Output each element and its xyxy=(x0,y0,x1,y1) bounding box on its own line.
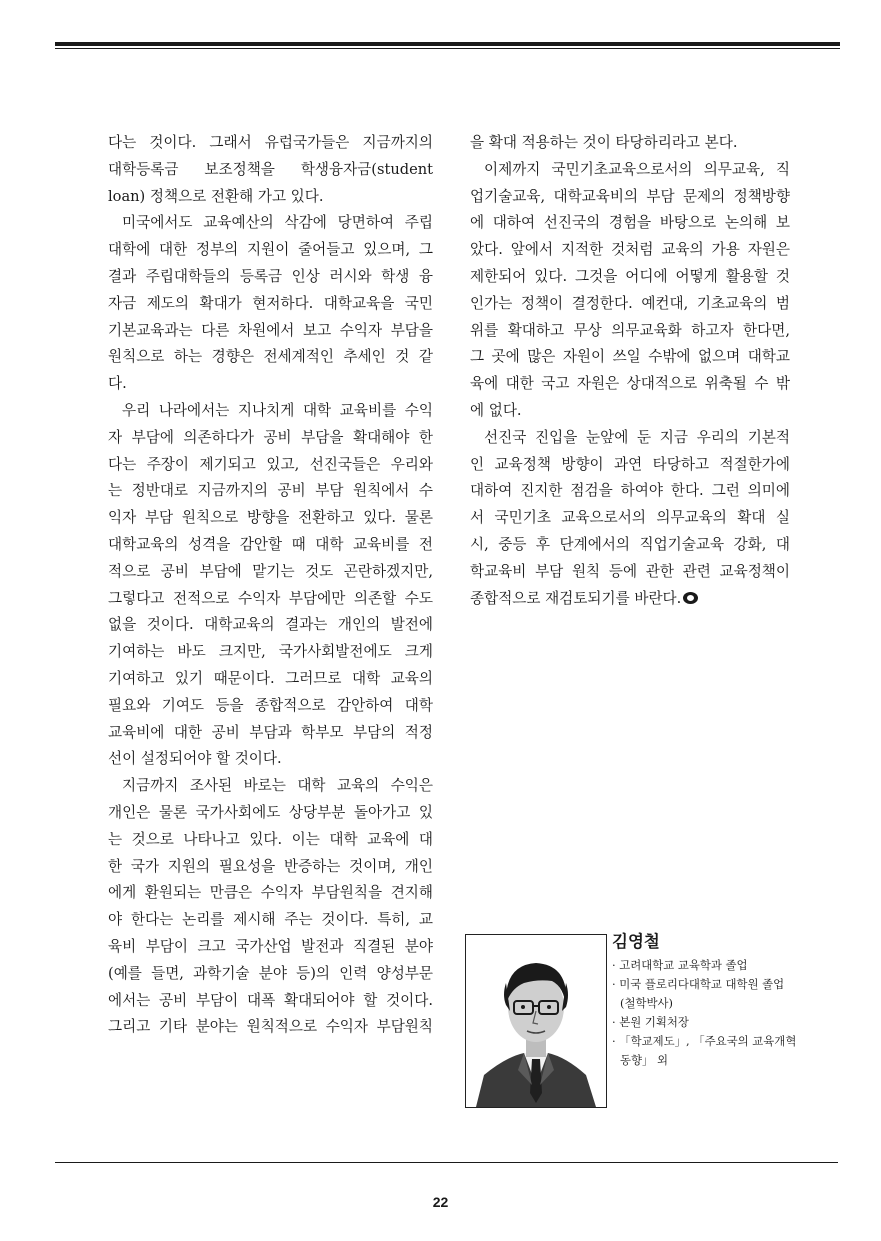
text-line: 교육비에 대한 공비 부담과 학부모 부담의 적정 xyxy=(108,723,433,741)
text-line: 개인은 물론 국가사회에도 상당부분 돌아가고 있 xyxy=(108,803,433,821)
text-line: 익자 부담 원칙으로 방향을 전환하고 있다. 물론 xyxy=(108,509,433,527)
text-line: 기여하는 바도 크지만, 국가사회발전에도 크게 xyxy=(108,643,433,661)
text-line: 우리 나라에서는 지나치게 대학 교육비를 수익 xyxy=(122,401,433,419)
text-line: 선진국 진입을 눈앞에 둔 지금 우리의 기본적 xyxy=(484,428,790,446)
author-bio-item: 동향」 외 xyxy=(620,1053,669,1067)
left-column xyxy=(108,130,433,1041)
text-line: 을 확대 적용하는 것이 타당하리라고 본다. xyxy=(470,134,738,151)
author-bio-list xyxy=(612,956,842,1070)
text-line: 다는 것이다. 그래서 유럽국가들은 지금까지의 xyxy=(108,134,433,151)
text-line: 없을 것이다. 대학교육의 결과는 개인의 발전에 xyxy=(108,616,433,634)
text-line: 에 대하여 선진국의 경험을 바탕으로 논의해 보 xyxy=(470,214,790,232)
text-line: 대하여 진지한 점검을 하여야 한다. 그런 의미에 xyxy=(470,482,790,500)
text-line: 대학에 대한 정부의 지원이 줄어들고 있으며, 그 xyxy=(108,241,433,259)
text-line: 원칙으로 하는 경향은 전세계적인 추세인 것 같 xyxy=(108,348,433,366)
text-line: 결과 주립대학들의 등록금 인상 러시와 학생 융 xyxy=(108,267,433,285)
text-line: 미국에서도 교육예산의 삭감에 당면하여 주립 xyxy=(122,214,433,232)
text-line: 적으로 공비 부담에 맡기는 것도 곤란하겠지만, xyxy=(108,562,433,580)
text-line: (예를 들면, 과학기술 분야 등)의 인력 양성부문 xyxy=(108,964,433,982)
author-bio-item: (철학박사) xyxy=(620,996,673,1010)
text-line: 인가는 정책이 결정한다. 예컨대, 기초교육의 범 xyxy=(470,294,790,312)
text-line: 이제까지 국민기초교육으로서의 의무교육, 직 xyxy=(484,160,790,178)
author-photo xyxy=(465,934,607,1108)
text-line: 인 교육정책 방향이 과연 타당하고 적절한가에 xyxy=(470,455,790,473)
text-line: 기여하고 있기 때문이다. 그러므로 대학 교육의 xyxy=(108,669,433,687)
text-line: 다. xyxy=(108,375,127,393)
text-line: 에서는 공비 부담이 대폭 확대되어야 할 것이다. xyxy=(108,991,433,1009)
right-column xyxy=(470,130,790,612)
text-line: 위를 확대하고 무상 의무교육화 하고자 한다면, xyxy=(470,321,790,339)
text-line: 대학교육의 성격을 감안할 때 대학 교육비를 전 xyxy=(108,535,433,553)
author-name: 김영철 xyxy=(612,932,660,951)
text-line: 야 한다는 논리를 제시해 주는 것이다. 특히, 교 xyxy=(108,911,433,929)
text-line: 육비 부담이 크고 국가산업 발전과 직결된 분야 xyxy=(108,937,433,955)
text-line: 그렇다고 전적으로 수익자 부담에만 의존할 수도 xyxy=(108,589,433,607)
end-mark-icon xyxy=(683,592,698,604)
text-line: 자금 제도의 확대가 현저하다. 대학교육을 국민 xyxy=(108,294,433,312)
text-line: 그 곳에 많은 자원이 쓰일 수밖에 없으며 대학교 xyxy=(470,348,790,366)
text-line: 기본교육과는 다른 차원에서 보고 수익자 부담을 xyxy=(108,321,433,339)
header-rule xyxy=(55,42,840,46)
text-line: 대학등록금 보조정책을 학생융자금(student xyxy=(108,160,433,178)
author-bio-item: · 고려대학교 교육학과 졸업 xyxy=(612,958,748,972)
text-line: 그리고 기타 분야는 원칙적으로 수익자 부담원칙 xyxy=(108,1018,433,1036)
text-line: 업기술교육, 대학교육비의 부담 문제의 정책방향 xyxy=(470,187,790,205)
author-bio-item: · 미국 플로리다대학교 대학원 졸업 xyxy=(612,977,785,991)
text-line: 서 국민기초 교육으로서의 의무교육의 확대 실 xyxy=(470,509,790,527)
text-line: 다는 주장이 제기되고 있고, 선진국들은 우리와 xyxy=(108,455,433,473)
text-line: 육에 대한 국고 자원은 상대적으로 위축될 수 밖 xyxy=(470,375,790,393)
text-line: 에게 환원되는 만큼은 수익자 부담원칙을 견지해 xyxy=(108,884,433,902)
text-line: loan) 정책으로 전환해 가고 있다. xyxy=(108,187,324,205)
author-bio-item: · 본원 기획처장 xyxy=(612,1015,689,1029)
text-line: 종합적으로 재검토되기를 바란다. xyxy=(470,586,790,613)
footer-rule xyxy=(55,1162,838,1163)
header-rule-thin xyxy=(55,48,840,49)
text-line: 선이 설정되어야 할 것이다. xyxy=(108,750,282,768)
text-line: 는 것으로 나타나고 있다. 이는 대학 교육에 대 xyxy=(108,830,433,848)
author-bio xyxy=(612,930,842,1070)
text-line: 시, 중등 후 단계에서의 직업기술교육 강화, 대 xyxy=(470,535,790,553)
text-line: 는 정반대로 지금까지의 공비 부담 원칙에서 수 xyxy=(108,482,433,500)
page-number: 22 xyxy=(432,1194,449,1210)
text-line: 학교육비 부담 원칙 등에 관한 관련 교육정책이 xyxy=(470,562,790,580)
author-bio-item: · 「학교제도」, 「주요국의 교육개혁 xyxy=(612,1034,797,1048)
text-line: 자 부담에 의존하다가 공비 부담을 확대해야 한 xyxy=(108,428,433,446)
text-line: 제한되어 있다. 그것을 어디에 어떻게 활용할 것 xyxy=(470,267,790,285)
author-portrait-image xyxy=(466,935,606,1107)
text-line: 한 국가 지원의 필요성을 반증하는 것이며, 개인 xyxy=(108,857,433,875)
text-line: 에 없다. xyxy=(470,401,522,419)
text-line: 필요와 기여도 등을 종합적으로 감안하여 대학 xyxy=(108,696,433,714)
text-line: 았다. 앞에서 지적한 것처럼 교육의 가용 자원은 xyxy=(470,241,790,259)
text-line: 지금까지 조사된 바로는 대학 교육의 수익은 xyxy=(122,777,433,795)
